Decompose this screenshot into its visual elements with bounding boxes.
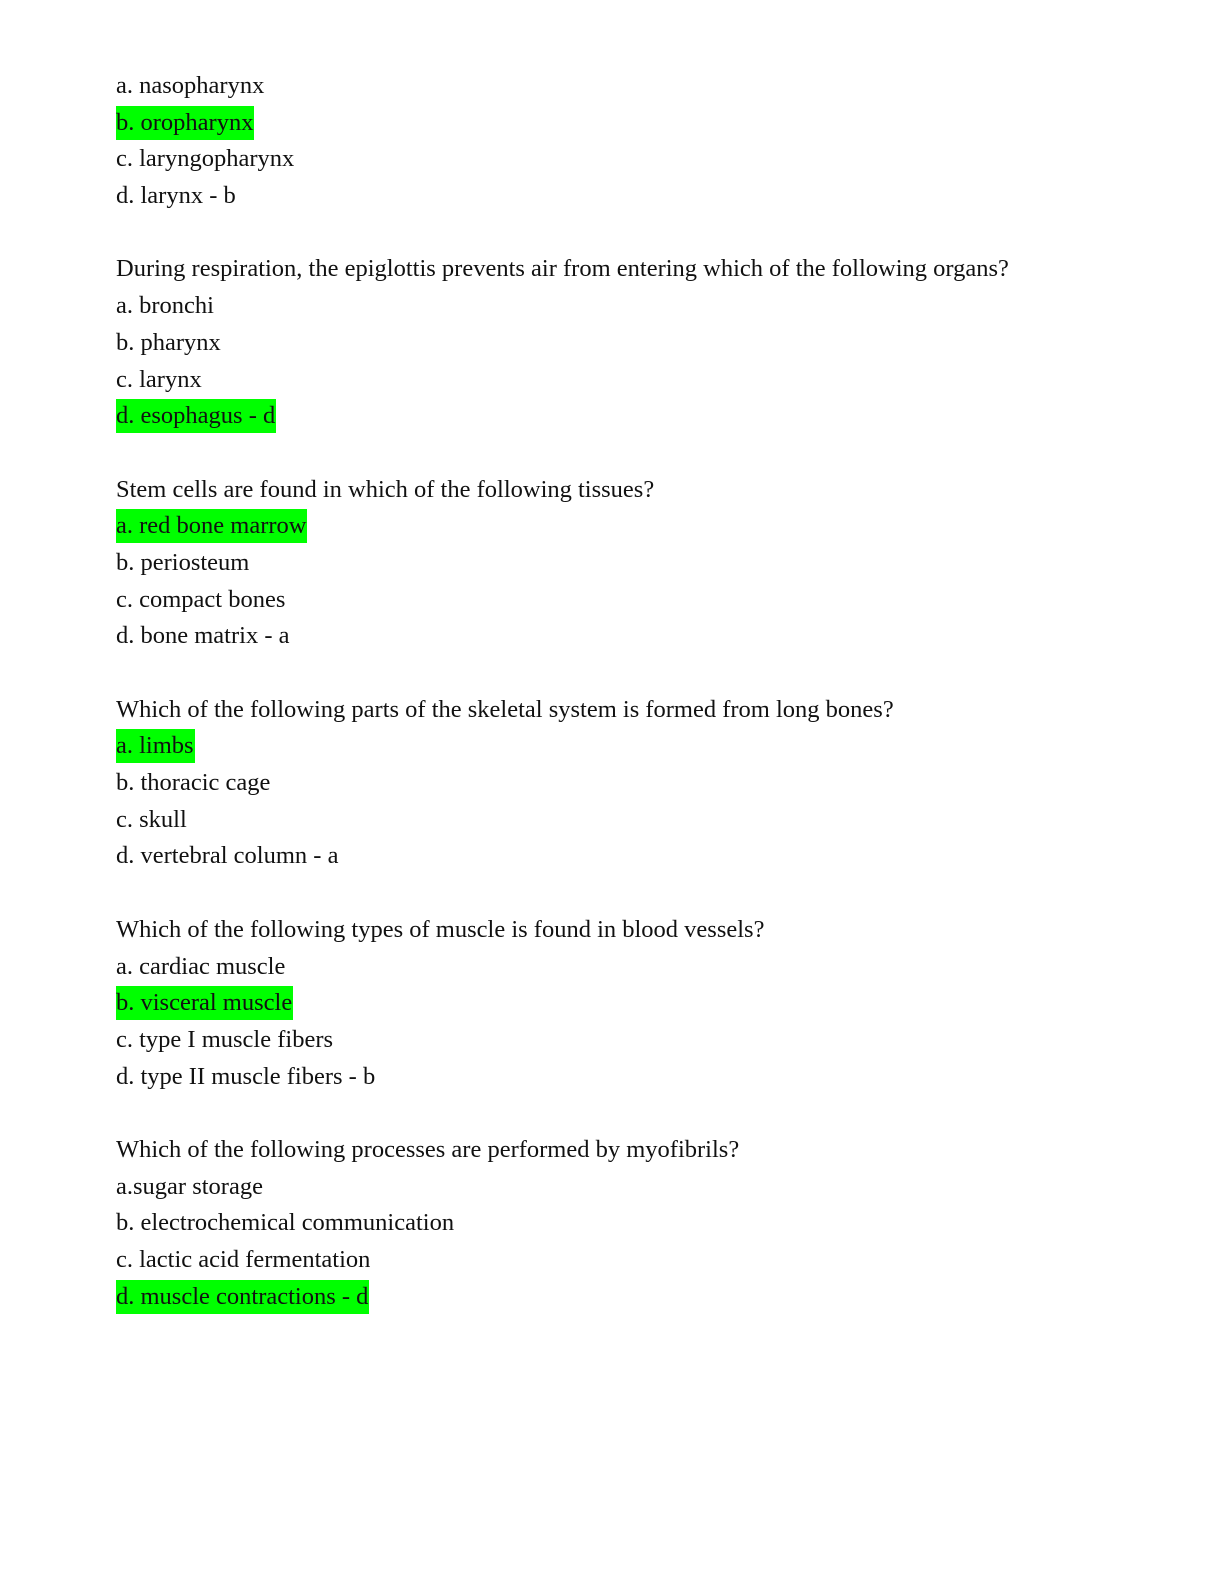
option (116, 949, 1076, 986)
option-answer-highlighted (116, 985, 1076, 1022)
option-text: c. compact bones (116, 585, 286, 613)
question-block (116, 68, 1076, 215)
option (116, 618, 1076, 655)
option (116, 325, 1076, 362)
option (116, 765, 1076, 802)
question-text: Which of the following processes are performed by myofibrils? (116, 1135, 740, 1163)
option-text: b. oropharynx (116, 106, 254, 140)
spacer (116, 875, 1076, 912)
option-text: d. type II muscle fibers - b (116, 1062, 376, 1090)
option-text: a. limbs (116, 729, 195, 763)
option (116, 1242, 1076, 1279)
option (116, 838, 1076, 875)
option-text: c. larynx (116, 365, 202, 393)
option-text: b. thoracic cage (116, 769, 271, 797)
spacer (116, 215, 1076, 252)
spacer (116, 435, 1076, 472)
question-text: Stem cells are found in which of the following tissues? (116, 475, 655, 503)
option (116, 545, 1076, 582)
option-answer-highlighted (116, 1279, 1076, 1316)
option (116, 178, 1076, 215)
spacer (116, 655, 1076, 692)
option (116, 362, 1076, 399)
question-text: During respiration, the epiglottis prevents air from entering which of the following organs? (116, 255, 1009, 283)
option-text: a. cardiac muscle (116, 952, 286, 980)
option-text: d. muscle contractions - d (116, 1280, 369, 1314)
option-text: c. skull (116, 805, 187, 833)
option-text: d. vertebral column - a (116, 842, 339, 870)
document-page (116, 68, 1076, 1315)
option (116, 288, 1076, 325)
question-block (116, 1132, 1076, 1315)
option (116, 1059, 1076, 1096)
question-block (116, 251, 1076, 434)
question-block (116, 912, 1076, 1095)
option-text: a. bronchi (116, 292, 214, 320)
question-text: Which of the following parts of the skeletal system is formed from long bones? (116, 695, 894, 723)
option-answer-highlighted (116, 728, 1076, 765)
option (116, 582, 1076, 619)
option-text: b. visceral muscle (116, 986, 293, 1020)
option-text: c. laryngopharynx (116, 145, 295, 173)
option-text: b. periosteum (116, 548, 250, 576)
option-text: a. nasopharynx (116, 72, 265, 99)
option-text: d. esophagus - d (116, 399, 276, 433)
option (116, 802, 1076, 839)
option-text: b. pharynx (116, 328, 221, 356)
option-text: c. type I muscle fibers (116, 1025, 334, 1053)
option-answer-highlighted (116, 508, 1076, 545)
option (116, 141, 1076, 178)
option-text: b. electrochemical communication (116, 1209, 455, 1237)
option-answer-highlighted (116, 105, 1076, 142)
option (116, 1169, 1076, 1206)
option-text: d. bone matrix - a (116, 622, 290, 650)
option-answer-highlighted (116, 398, 1076, 435)
option-text: a.sugar storage (116, 1172, 263, 1200)
spacer (116, 1095, 1076, 1132)
question-text: Which of the following types of muscle is found in blood vessels? (116, 915, 765, 943)
question-block (116, 472, 1076, 655)
option (116, 1022, 1076, 1059)
option-text: a. red bone marrow (116, 509, 307, 543)
option-text: c. lactic acid fermentation (116, 1246, 371, 1274)
option (116, 68, 1076, 105)
option-text: d. larynx - b (116, 182, 236, 210)
option (116, 1205, 1076, 1242)
question-block (116, 692, 1076, 875)
